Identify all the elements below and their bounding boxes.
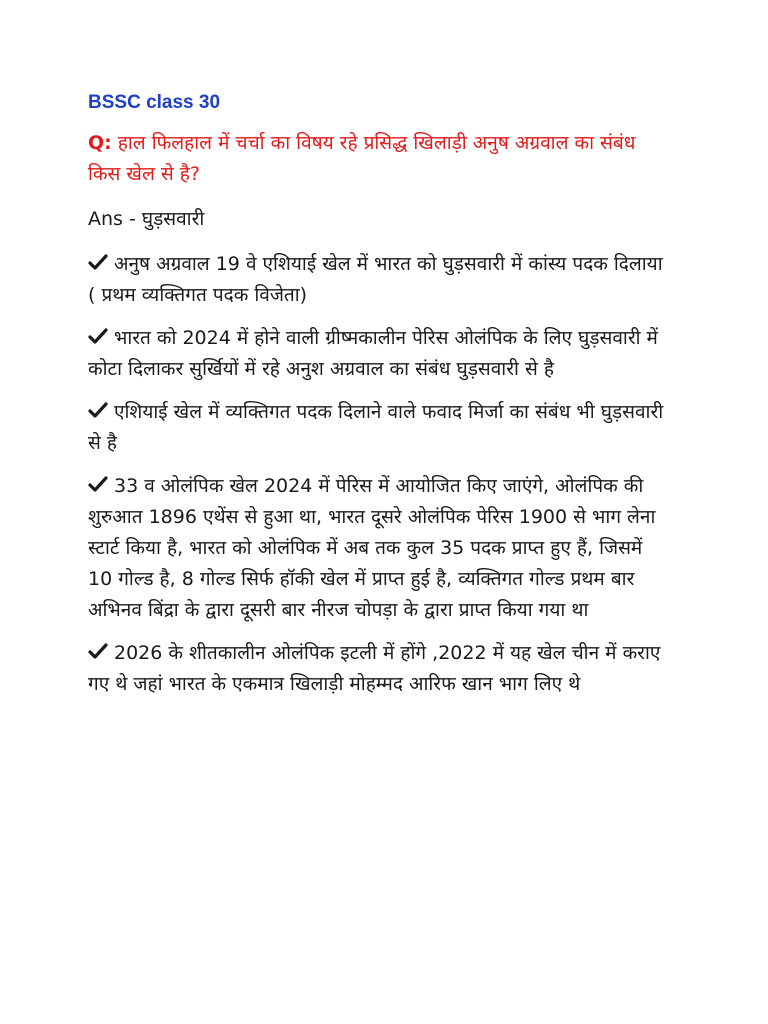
fact-point (88, 249, 668, 311)
question-label: Q: (88, 132, 112, 154)
check-icon (88, 400, 108, 420)
question (88, 128, 668, 190)
fact-point (88, 471, 668, 626)
fact-point (88, 397, 668, 459)
answer: Ans - घुड़सवारी (88, 208, 205, 230)
fact-text: 33 व ओलंपिक खेल 2024 में पेरिस में आयोजित किए जाएंगे, ओलंपिक की शुरुआत 1896 एथेंस से हुआ था, भारत दूसरे ओलंपिक पेरिस 1900 से भाग लेना स्टार्ट किया है, भारत को ओलंपिक में अब तक कुल 35 पदक प्राप्त हुए हैं, जिसमें 10 गोल्ड है, 8 गोल्ड सिर्फ हॉकी खेल में प्राप्त हुई है, व्यक्तिगत गोल्ड प्रथम बार अभिनव बिंद्रा के द्वारा दूसरी बार नीरज चोपड़ा के द्वारा प्राप्त किया गया था (88, 475, 656, 621)
fact-text: एशियाई खेल में व्यक्तिगत पदक दिलाने वाले फवाद मिर्जा का संबंध भी घुड़सवारी से है (88, 401, 664, 454)
check-icon (88, 474, 108, 494)
fact-text: भारत को 2024 में होने वाली ग्रीष्मकालीन पेरिस ओलंपिक के लिए घुड़सवारी में कोटा दिलाकर सुर्खियों में रहे अनुश अग्रवाल का संबंध घुड़सवारी से है (88, 327, 658, 380)
class-heading: BSSC class 30 (88, 92, 221, 113)
fact-point (88, 323, 668, 385)
fact-point (88, 638, 668, 700)
check-icon (88, 252, 108, 272)
question-text: हाल फिलहाल में चर्चा का विषय रहे प्रसिद्ध खिलाड़ी अनुष अग्रवाल का संबंध किस खेल से है? (88, 132, 636, 185)
check-icon (88, 641, 108, 661)
check-icon (88, 326, 108, 346)
fact-text: अनुष अग्रवाल 19 वे एशियाई खेल में भारत को घुड़सवारी में कांस्य पदक दिलाया ( प्रथम व्यक्तिगत पदक विजेता) (88, 253, 663, 306)
document-content (88, 92, 668, 712)
fact-text: 2026 के शीतकालीन ओलंपिक इटली में होंगे ,2022 में यह खेल चीन में कराए गए थे जहां भारत के एकमात्र खिलाड़ी मोहम्मद आरिफ खान भाग लिए थे (88, 642, 661, 695)
